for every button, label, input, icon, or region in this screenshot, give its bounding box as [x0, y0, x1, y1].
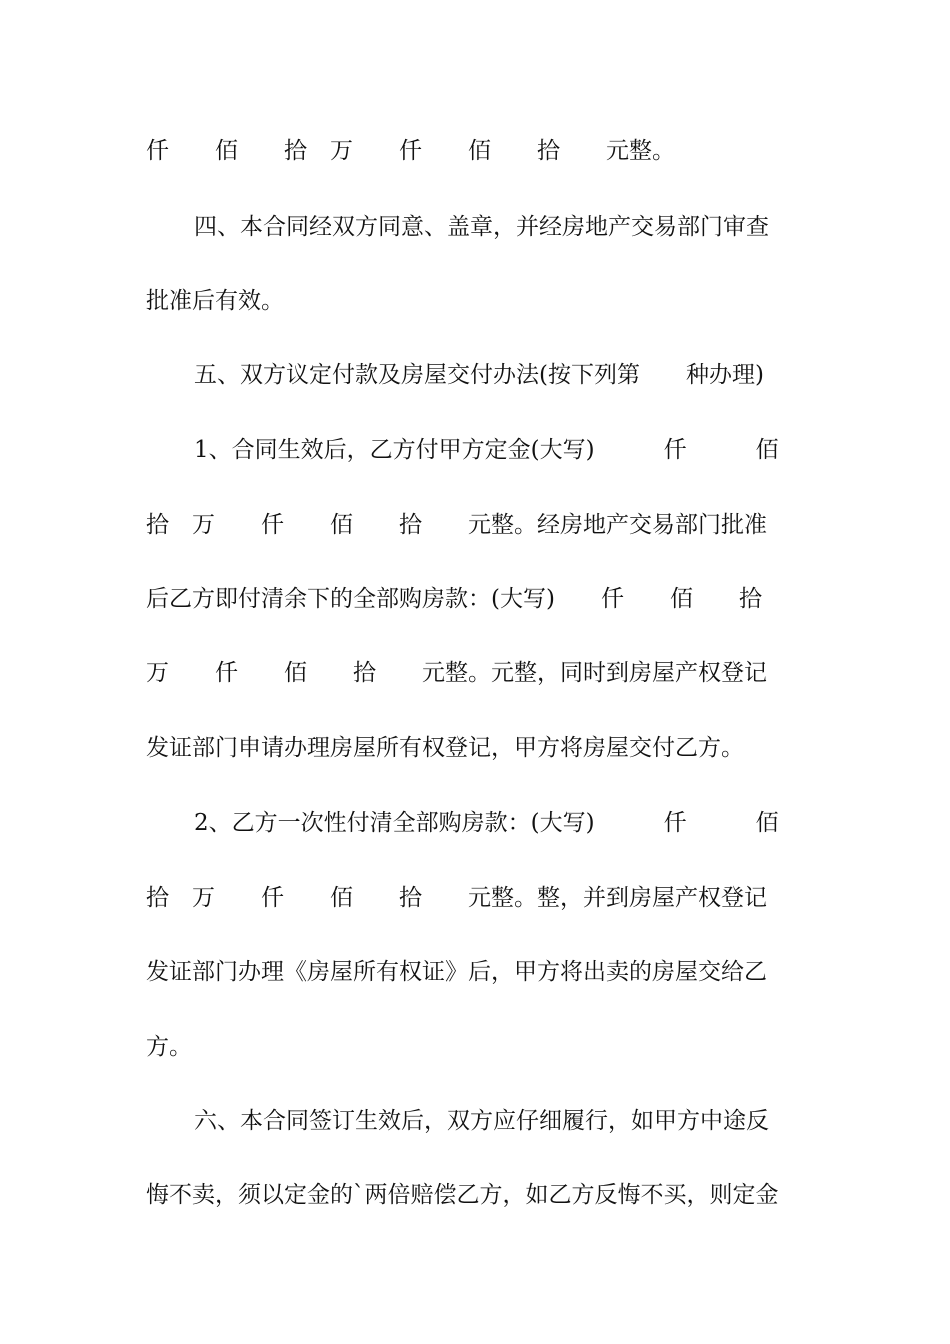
text-line: 拾 万 仟 佰 拾 元整。整，并到房屋产权登记 [146, 885, 767, 911]
text-line: 发证部门申请办理房屋所有权登记，甲方将房屋交付乙方。 [146, 735, 744, 761]
text-line: 2、乙方一次性付清全部购房款：(大写) 仟 佰 [194, 810, 779, 836]
text-line: 悔不卖，须以定金的`两倍赔偿乙方，如乙方反悔不买，则定金 [146, 1182, 779, 1208]
text-line: 五、双方议定付款及房屋交付办法(按下列第 种办理) [194, 362, 764, 388]
text-line: 后乙方即付清余下的全部购房款：(大写) 仟 佰 拾 [146, 586, 762, 612]
text-line: 六、本合同签订生效后，双方应仔细履行，如甲方中途反 [194, 1108, 769, 1134]
text-line: 万 仟 佰 拾 元整。元整，同时到房屋产权登记 [146, 660, 767, 686]
text-line: 拾 万 仟 佰 拾 元整。经房地产交易部门批准 [146, 512, 767, 538]
text-line: 方。 [146, 1034, 192, 1060]
text-line: 批准后有效。 [146, 288, 284, 314]
text-line: 四、本合同经双方同意、盖章，并经房地产交易部门审查 [194, 214, 769, 240]
text-line: 发证部门办理《房屋所有权证》后，甲方将出卖的房屋交给乙 [146, 959, 767, 985]
text-line: 仟 佰 拾 万 仟 佰 拾 元整。 [146, 138, 675, 164]
text-line: 1、合同生效后，乙方付甲方定金(大写) 仟 佰 [194, 437, 779, 463]
